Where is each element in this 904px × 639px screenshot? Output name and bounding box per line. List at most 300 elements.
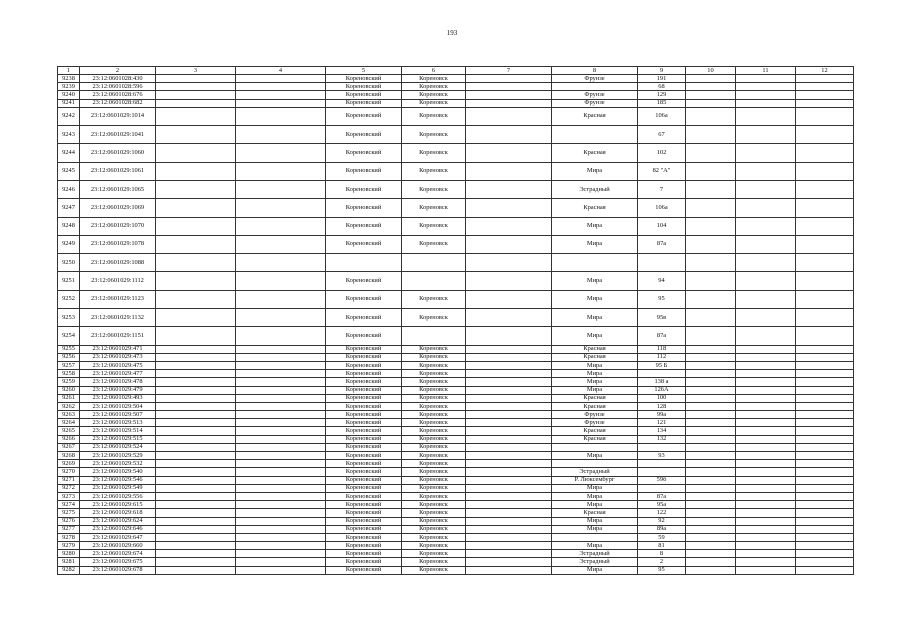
empty-cell [156,525,236,533]
city-cell: Кореновск [402,353,466,361]
row-number-cell: 9256 [58,353,80,361]
empty-cell [686,542,736,550]
house-number-cell: 95а [638,501,686,509]
empty-cell [736,290,796,308]
house-number-cell: 95в [638,309,686,327]
cadastral-number-cell: 23:12:0601029:646 [80,525,156,533]
empty-cell [466,361,552,369]
table-row [58,199,854,217]
cadastral-number-cell: 23:12:0601029:513 [80,419,156,427]
empty-cell [466,501,552,509]
empty-cell [466,525,552,533]
empty-cell [466,558,552,566]
table-row [58,272,854,290]
header-row [58,67,854,75]
district-cell: Кореновский [326,345,402,353]
empty-cell [156,411,236,419]
city-cell: Кореновск [402,443,466,451]
empty-cell [796,107,854,125]
house-number-cell: 87а [638,492,686,500]
empty-cell [796,235,854,253]
street-cell: Красная [552,345,638,353]
street-cell: Мира [552,309,638,327]
column-header: 3 [156,67,236,75]
table-row [58,99,854,107]
empty-cell [796,517,854,525]
empty-cell [796,476,854,484]
empty-cell [156,378,236,386]
house-number-cell [638,254,686,272]
district-cell: Кореновский [326,309,402,327]
row-number-cell: 9276 [58,517,80,525]
empty-cell [236,476,326,484]
empty-cell [156,162,236,180]
empty-cell [156,235,236,253]
house-number-cell: 129 [638,91,686,99]
district-cell: Кореновский [326,542,402,550]
table-row [58,180,854,198]
row-number-cell: 9246 [58,180,80,198]
empty-cell [466,126,552,144]
table-row [58,419,854,427]
empty-cell [736,550,796,558]
empty-cell [736,309,796,327]
empty-cell [796,180,854,198]
street-cell: Фрунзе [552,411,638,419]
city-cell: Кореновск [402,217,466,235]
empty-cell [736,492,796,500]
cadastral-number-cell: 23:12:0601029:1070 [80,217,156,235]
district-cell: Кореновский [326,394,402,402]
empty-cell [466,162,552,180]
empty-cell [236,370,326,378]
empty-cell [736,533,796,541]
table-row [58,411,854,419]
empty-cell [156,272,236,290]
district-cell: Кореновский [326,199,402,217]
house-number-cell: 67 [638,126,686,144]
cadastral-number-cell: 23:12:0601029:515 [80,435,156,443]
column-header: 7 [466,67,552,75]
row-number-cell: 9244 [58,144,80,162]
empty-cell [686,517,736,525]
empty-cell [686,394,736,402]
city-cell: Кореновск [402,199,466,217]
house-number-cell [638,468,686,476]
empty-cell [736,370,796,378]
empty-cell [736,378,796,386]
district-cell: Кореновский [326,509,402,517]
empty-cell [236,353,326,361]
district-cell: Кореновский [326,370,402,378]
table-row [58,361,854,369]
empty-cell [236,542,326,550]
district-cell [326,254,402,272]
empty-cell [466,402,552,410]
empty-cell [466,180,552,198]
empty-cell [236,501,326,509]
empty-cell [156,361,236,369]
district-cell: Кореновский [326,107,402,125]
empty-cell [156,75,236,83]
row-number-cell: 9258 [58,370,80,378]
city-cell: Кореновск [402,542,466,550]
street-cell: Фрунзе [552,91,638,99]
empty-cell [686,501,736,509]
table-row [58,144,854,162]
empty-cell [796,550,854,558]
house-number-cell: 94 [638,272,686,290]
district-cell: Кореновский [326,533,402,541]
house-number-cell: 112 [638,353,686,361]
empty-cell [796,91,854,99]
city-cell: Кореновск [402,509,466,517]
street-cell: Красная [552,427,638,435]
city-cell: Кореновск [402,345,466,353]
empty-cell [236,75,326,83]
empty-cell [796,353,854,361]
cadastral-number-cell: 23:12:0601029:556 [80,492,156,500]
city-cell: Кореновск [402,402,466,410]
empty-cell [736,443,796,451]
city-cell: Кореновск [402,492,466,500]
house-number-cell: 128 [638,402,686,410]
empty-cell [466,309,552,327]
row-number-cell: 9280 [58,550,80,558]
table-row [58,435,854,443]
empty-cell [156,327,236,345]
district-cell: Кореновский [326,402,402,410]
empty-cell [466,235,552,253]
empty-cell [236,533,326,541]
house-number-cell: 2 [638,558,686,566]
table-row [58,353,854,361]
city-cell: Кореновск [402,517,466,525]
cadastral-number-cell: 23:12:0601029:473 [80,353,156,361]
empty-cell [796,272,854,290]
street-cell: Эстрадный [552,550,638,558]
empty-cell [466,386,552,394]
street-cell: Мира [552,272,638,290]
district-cell: Кореновский [326,452,402,460]
empty-cell [236,484,326,492]
district-cell: Кореновский [326,327,402,345]
empty-cell [686,254,736,272]
city-cell: Кореновск [402,394,466,402]
empty-cell [736,468,796,476]
house-number-cell: 100 [638,394,686,402]
empty-cell [686,435,736,443]
row-number-cell: 9257 [58,361,80,369]
row-number-cell: 9265 [58,427,80,435]
street-cell: Фрунзе [552,99,638,107]
city-cell: Кореновск [402,484,466,492]
empty-cell [796,394,854,402]
street-cell: Мира [552,217,638,235]
house-number-cell: 118 [638,345,686,353]
cadastral-number-cell: 23:12:0601028:596 [80,83,156,91]
column-header: 4 [236,67,326,75]
house-number-cell: 122 [638,509,686,517]
empty-cell [236,558,326,566]
empty-cell [796,427,854,435]
empty-cell [686,290,736,308]
empty-cell [466,107,552,125]
table-row [58,509,854,517]
empty-cell [736,525,796,533]
city-cell: Кореновск [402,361,466,369]
row-number-cell: 9275 [58,509,80,517]
city-cell: Кореновск [402,235,466,253]
district-cell: Кореновский [326,162,402,180]
house-number-cell: 89а [638,525,686,533]
empty-cell [736,476,796,484]
empty-cell [686,484,736,492]
empty-cell [686,91,736,99]
empty-cell [686,180,736,198]
district-cell: Кореновский [326,144,402,162]
district-cell: Кореновский [326,272,402,290]
street-cell: Красная [552,435,638,443]
cadastral-number-cell: 23:12:0601029:477 [80,370,156,378]
empty-cell [736,501,796,509]
street-cell: Мира [552,501,638,509]
house-number-cell [638,370,686,378]
empty-cell [156,370,236,378]
column-header: 8 [552,67,638,75]
empty-cell [796,370,854,378]
column-header: 12 [796,67,854,75]
cadastral-number-cell: 23:12:0601029:529 [80,452,156,460]
row-number-cell: 9278 [58,533,80,541]
house-number-cell: 82 "А" [638,162,686,180]
city-cell: Кореновск [402,468,466,476]
table-row [58,550,854,558]
table-row [58,107,854,125]
empty-cell [796,378,854,386]
table-row [58,468,854,476]
city-cell: Кореновск [402,370,466,378]
empty-cell [156,435,236,443]
empty-cell [236,162,326,180]
empty-cell [466,443,552,451]
empty-cell [686,370,736,378]
empty-cell [236,199,326,217]
house-number-cell: 134 [638,427,686,435]
empty-cell [736,394,796,402]
empty-cell [686,558,736,566]
empty-cell [156,492,236,500]
house-number-cell: 121 [638,419,686,427]
city-cell: Кореновск [402,550,466,558]
empty-cell [466,550,552,558]
row-number-cell: 9250 [58,254,80,272]
empty-cell [236,180,326,198]
cadastral-number-cell: 23:12:0601029:1123 [80,290,156,308]
empty-cell [686,162,736,180]
empty-cell [236,435,326,443]
city-cell: Кореновск [402,411,466,419]
street-cell: Мира [552,484,638,492]
row-number-cell: 9274 [58,501,80,509]
empty-cell [236,107,326,125]
house-number-cell: 87а [638,327,686,345]
empty-cell [686,492,736,500]
row-number-cell: 9248 [58,217,80,235]
empty-cell [796,83,854,91]
empty-cell [736,353,796,361]
column-header: 2 [80,67,156,75]
empty-cell [236,327,326,345]
table-row [58,525,854,533]
table-row [58,309,854,327]
house-number-cell: 126А [638,386,686,394]
empty-cell [236,254,326,272]
column-header: 1 [58,67,80,75]
city-cell: Кореновск [402,452,466,460]
city-cell: Кореновск [402,309,466,327]
empty-cell [236,394,326,402]
city-cell: Кореновск [402,290,466,308]
empty-cell [156,550,236,558]
city-cell: Кореновск [402,558,466,566]
empty-cell [156,107,236,125]
row-number-cell: 9281 [58,558,80,566]
table-row [58,402,854,410]
empty-cell [156,517,236,525]
cadastral-number-cell: 23:12:0601029:1088 [80,254,156,272]
empty-cell [736,386,796,394]
column-header: 5 [326,67,402,75]
table-row [58,517,854,525]
empty-cell [466,460,552,468]
empty-cell [736,509,796,517]
district-cell: Кореновский [326,525,402,533]
district-cell: Кореновский [326,91,402,99]
city-cell: Кореновск [402,386,466,394]
row-number-cell: 9266 [58,435,80,443]
empty-cell [236,309,326,327]
city-cell: Кореновск [402,501,466,509]
district-cell: Кореновский [326,468,402,476]
empty-cell [796,501,854,509]
empty-cell [156,180,236,198]
city-cell: Кореновск [402,83,466,91]
empty-cell [466,378,552,386]
empty-cell [156,501,236,509]
empty-cell [736,452,796,460]
empty-cell [236,419,326,427]
empty-cell [156,484,236,492]
empty-cell [236,443,326,451]
district-cell: Кореновский [326,460,402,468]
street-cell: Эстрадный [552,180,638,198]
empty-cell [236,509,326,517]
row-number-cell: 9262 [58,402,80,410]
cadastral-number-cell: 23:12:0601029:615 [80,501,156,509]
empty-cell [156,290,236,308]
empty-cell [236,272,326,290]
cadastral-number-cell: 23:12:0601028:682 [80,99,156,107]
empty-cell [736,345,796,353]
table-row [58,75,854,83]
empty-cell [156,509,236,517]
cadastral-number-cell: 23:12:0601029:493 [80,394,156,402]
city-cell: Кореновск [402,419,466,427]
house-number-cell: 185 [638,99,686,107]
table-row [58,394,854,402]
city-cell: Кореновск [402,533,466,541]
empty-cell [156,460,236,468]
house-number-cell: 95 Б [638,361,686,369]
empty-cell [686,199,736,217]
row-number-cell: 9272 [58,484,80,492]
empty-cell [686,452,736,460]
empty-cell [466,492,552,500]
table-row [58,345,854,353]
row-number-cell: 9279 [58,542,80,550]
cadastral-number-cell: 23:12:0601029:1069 [80,199,156,217]
empty-cell [236,525,326,533]
district-cell: Кореновский [326,435,402,443]
cadastral-number-cell: 23:12:0601028:430 [80,75,156,83]
cadastral-number-cell: 23:12:0601029:1014 [80,107,156,125]
empty-cell [796,468,854,476]
empty-cell [236,550,326,558]
row-number-cell: 9243 [58,126,80,144]
house-number-cell [638,484,686,492]
street-cell: Эстрадный [552,558,638,566]
city-cell: Кореновск [402,91,466,99]
empty-cell [796,162,854,180]
city-cell: Кореновск [402,75,466,83]
empty-cell [796,492,854,500]
cadastral-number-cell: 23:12:0601029:1061 [80,162,156,180]
empty-cell [686,427,736,435]
house-number-cell: 87а [638,235,686,253]
table-row [58,235,854,253]
row-number-cell: 9249 [58,235,80,253]
street-cell: Мира [552,370,638,378]
empty-cell [736,235,796,253]
cadastral-number-cell: 23:12:0601029:546 [80,476,156,484]
empty-cell [796,435,854,443]
empty-cell [796,419,854,427]
empty-cell [156,353,236,361]
empty-cell [466,509,552,517]
row-number-cell: 9241 [58,99,80,107]
empty-cell [736,460,796,468]
street-cell: Эстрадный [552,468,638,476]
empty-cell [796,525,854,533]
empty-cell [796,542,854,550]
empty-cell [686,361,736,369]
empty-cell [156,402,236,410]
empty-cell [796,509,854,517]
empty-cell [156,476,236,484]
empty-cell [466,468,552,476]
empty-cell [156,99,236,107]
row-number-cell: 9260 [58,386,80,394]
empty-cell [796,484,854,492]
street-cell: Красная [552,402,638,410]
house-number-cell: 59 [638,533,686,541]
empty-cell [466,327,552,345]
empty-cell [466,411,552,419]
empty-cell [236,217,326,235]
empty-cell [796,533,854,541]
table-row [58,476,854,484]
